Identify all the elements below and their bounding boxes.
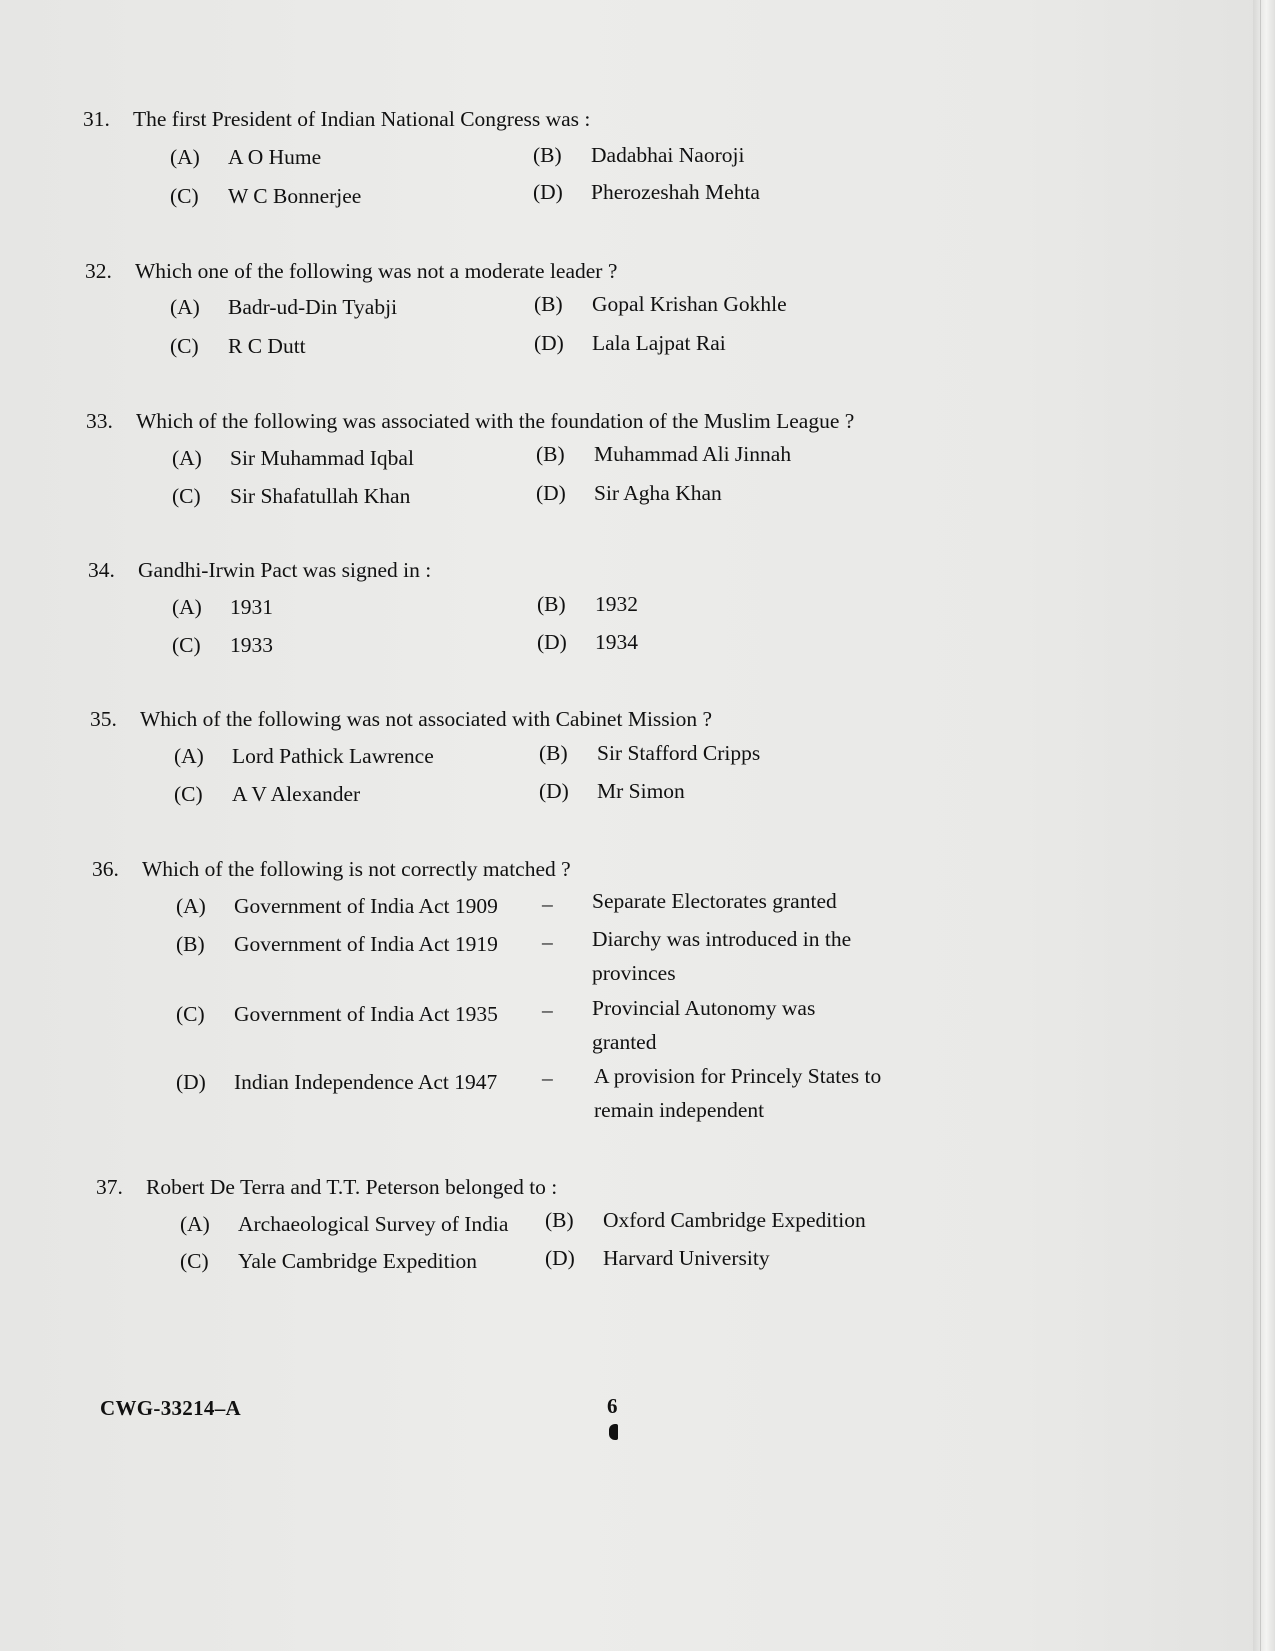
- option-c: (C) W C Bonnerjee: [170, 184, 362, 208]
- option-b: (B) Dadabhai Naoroji: [533, 143, 745, 167]
- option-b: (B) Muhammad Ali Jinnah: [536, 442, 792, 466]
- question-32: 32. Which one of the following was not a moderate leader ?: [85, 259, 618, 283]
- pair-a-left: (A) Government of India Act 1909: [176, 894, 498, 918]
- option-d: (D) Lala Lajpat Rai: [534, 331, 726, 355]
- page-edge: [1253, 0, 1275, 1651]
- question-35: 35. Which of the following was not associated with Cabinet Mission ?: [90, 707, 713, 731]
- question-text: Which of the following was associated with the foundation of the Muslim League ?: [136, 409, 855, 433]
- pair-d-right: A provision for Princely States to remain independent: [594, 1064, 882, 1122]
- page-edge-line: [1260, 0, 1261, 1651]
- question-text: Gandhi-Irwin Pact was signed in :: [138, 558, 432, 582]
- question-text: The first President of Indian National Congress was :: [133, 107, 591, 131]
- option-d: (D) Pherozeshah Mehta: [533, 180, 760, 204]
- print-mark: [609, 1424, 618, 1440]
- option-d: (D) Harvard University: [545, 1246, 770, 1270]
- option-a: (A) 1931: [172, 595, 273, 619]
- question-37: 37. Robert De Terra and T.T. Peterson belonged to :: [96, 1175, 558, 1199]
- option-a: (A) Lord Pathick Lawrence: [174, 744, 434, 768]
- option-b: (B) Sir Stafford Cripps: [539, 741, 761, 765]
- option-a: (A) Badr-ud-Din Tyabji: [170, 295, 398, 319]
- option-a: (A) Sir Muhammad Iqbal: [172, 446, 414, 470]
- pair-a-dash: –: [542, 892, 553, 916]
- question-text: Which one of the following was not a moderate leader ?: [135, 259, 618, 283]
- option-c: (C) A V Alexander: [174, 782, 361, 806]
- page-number: 6: [607, 1394, 618, 1418]
- option-d: (D) Sir Agha Khan: [536, 481, 722, 505]
- pair-a-right: Separate Electorates granted: [592, 889, 837, 913]
- pair-b-left: (B) Government of India Act 1919: [176, 932, 498, 956]
- paper-code: CWG-33214–A: [100, 1396, 241, 1420]
- question-text: Which of the following was not associated with Cabinet Mission ?: [140, 707, 713, 731]
- pair-b-right: Diarchy was introduced in the provinces: [592, 927, 852, 985]
- option-b: (B) Gopal Krishan Gokhle: [534, 292, 787, 316]
- option-c: (C) 1933: [172, 633, 273, 657]
- pair-c-dash: –: [542, 998, 553, 1022]
- option-c: (C) Yale Cambridge Expedition: [180, 1249, 478, 1273]
- question-34: 34. Gandhi-Irwin Pact was signed in :: [88, 558, 432, 582]
- question-36: 36. Which of the following is not correctly matched ?: [92, 857, 571, 881]
- option-d: (D) 1934: [537, 630, 638, 654]
- option-d: (D) Mr Simon: [539, 779, 685, 803]
- option-a: (A) Archaeological Survey of India: [180, 1212, 509, 1236]
- option-a: (A) A O Hume: [170, 145, 322, 169]
- option-c: (C) R C Dutt: [170, 334, 306, 358]
- pair-d-dash: –: [542, 1066, 553, 1090]
- pair-c-left: (C) Government of India Act 1935: [176, 1002, 498, 1026]
- question-31: 31. The first President of Indian National Congress was :: [83, 107, 591, 131]
- option-b: (B) Oxford Cambridge Expedition: [545, 1208, 866, 1232]
- pair-d-left: (D) Indian Independence Act 1947: [176, 1070, 498, 1094]
- pair-c-right: Provincial Autonomy was granted: [592, 996, 816, 1054]
- question-33: 33. Which of the following was associated with the foundation of the Muslim League ?: [86, 409, 855, 433]
- question-text: Robert De Terra and T.T. Peterson belonged to :: [146, 1175, 558, 1199]
- option-b: (B) 1932: [537, 592, 638, 616]
- option-c: (C) Sir Shafatullah Khan: [172, 484, 411, 508]
- question-text: Which of the following is not correctly matched ?: [142, 857, 571, 881]
- pair-b-dash: –: [542, 930, 553, 954]
